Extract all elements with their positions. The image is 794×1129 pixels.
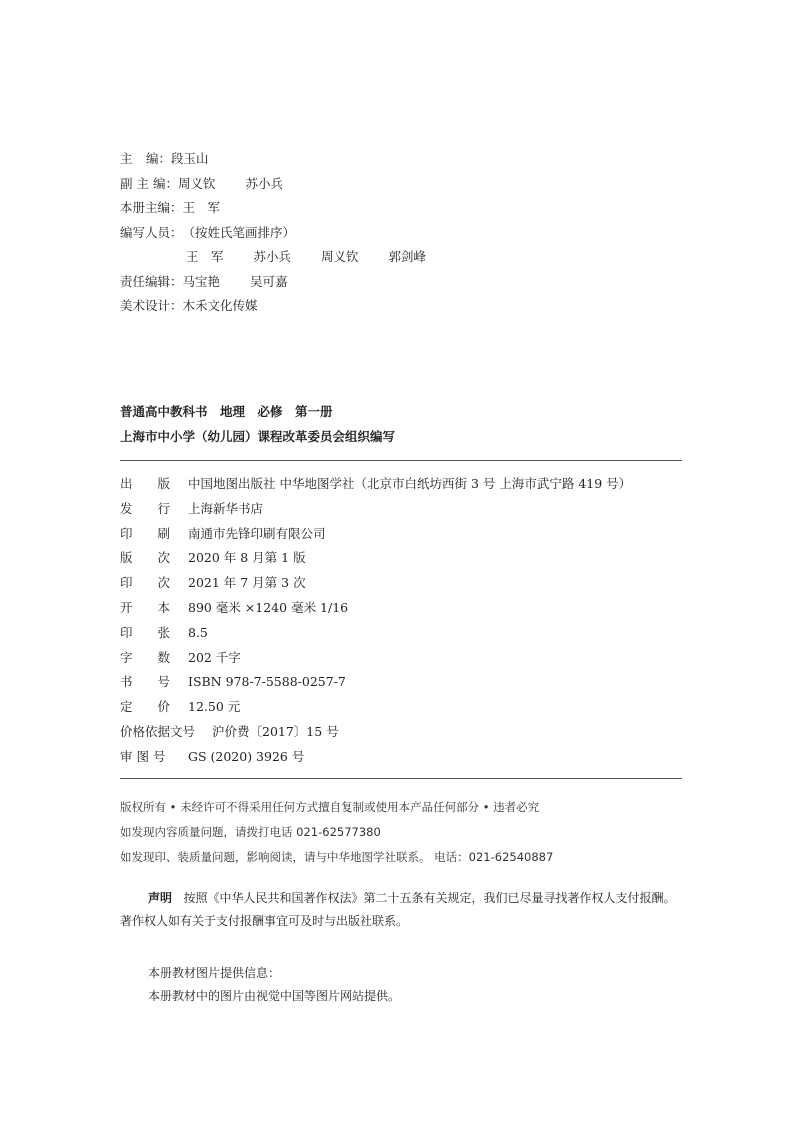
volume-editor-label: 本册主编：: [120, 200, 183, 215]
content-issue-notice: 如发现内容质量问题，请拨打电话 021-62577380: [120, 825, 381, 839]
divider-bottom: [120, 778, 682, 779]
writers-note: （按姓氏笔画排序）: [182, 225, 296, 240]
statement-title: 声明: [148, 891, 173, 905]
divider-top: [120, 460, 682, 461]
pub-row-price-document: 价格依据文号 沪价费〔2017〕15 号: [120, 724, 339, 739]
print-issue-notice: 如发现印、装质量问题，影响阅读，请与中华地图学社联系。 电话：021-62540887: [120, 850, 554, 864]
pub-row-edition: 版 次 2020 年 8 月第 1 版: [120, 550, 306, 565]
writers-label: 编写人员：: [120, 225, 183, 240]
art-design-label: 美术设计：: [120, 298, 183, 313]
deputy-editor-name-2: 苏小兵: [245, 176, 283, 191]
chief-editor-label-a: 主: [120, 151, 133, 166]
responsible-editor-name-2: 吴可嘉: [250, 274, 288, 289]
chief-editor-name: 段玉山: [171, 151, 209, 166]
art-design-line: [120, 298, 258, 314]
writers-line: [120, 225, 295, 241]
image-credit-text: 本册教材中的图片由视觉中国等图片网站提供。: [148, 989, 401, 1003]
pub-row-map-review: 审 图 号 GS (2020) 3926 号: [120, 749, 305, 764]
responsible-editor-label: 责任编辑：: [120, 274, 183, 289]
responsible-editor-line: [120, 274, 288, 290]
pub-row-format: 开 本 890 毫米 ×1240 毫米 1/16: [120, 600, 349, 615]
image-credit-heading: 本册教材图片提供信息：: [148, 966, 281, 980]
deputy-editor-line: [120, 176, 283, 192]
pub-row-impression: 印 次 2021 年 7 月第 3 次: [120, 575, 306, 590]
pub-row-printer: 印 刷 南通市先锋印刷有限公司: [120, 526, 326, 541]
writer-name-3: 周义钦: [321, 249, 359, 264]
statement-paragraph: [120, 887, 685, 933]
copyright-notice: 版权所有 • 未经许可不得采用任何方式擅自复制或使用本产品任何部分 • 违者必究: [120, 800, 540, 814]
volume-editor-line: [120, 200, 220, 216]
book-compiler: 上海市中小学（幼儿园）课程改革委员会组织编写: [120, 429, 396, 444]
writer-name-1: 王 军: [186, 249, 224, 264]
writer-name-4: 郭剑峰: [388, 249, 427, 264]
writer-name-2: 苏小兵: [253, 249, 292, 264]
pub-row-sheets: 印 张 8.5: [120, 625, 208, 640]
pub-row-isbn: 书 号 ISBN 978-7-5588-0257-7: [120, 674, 346, 689]
pub-row-publisher: 出 版 中国地图出版社 中华地图学社（北京市白纸坊西街 3 号 上海市武宁路 419 号）: [120, 476, 632, 491]
responsible-editor-name-1: 马宝艳: [182, 274, 221, 289]
book-title: 普通高中教科书 地理 必修 第一册: [120, 404, 333, 419]
pub-row-distributor: 发 行 上海新华书店: [120, 501, 264, 516]
deputy-editor-label: 副 主 编：: [120, 176, 178, 191]
chief-editor-label-b: 编：: [146, 151, 172, 166]
art-design-name: 木禾文化传媒: [182, 298, 258, 313]
pub-row-word-count: 字 数 202 千字: [120, 650, 241, 665]
statement-text: 按照《中华人民共和国著作权法》第二十五条有关规定，我们已尽量寻找著作权人支付报酬。著作权人如有关于支付报酬事宜可及时与出版社联系。: [120, 891, 676, 928]
chief-editor-line: [120, 151, 209, 167]
pub-row-price: 定 价 12.50 元: [120, 699, 241, 714]
volume-editor-name: 王 军: [182, 200, 221, 215]
deputy-editor-name-1: 周义钦: [177, 176, 216, 191]
writers-names-line: [186, 249, 426, 265]
